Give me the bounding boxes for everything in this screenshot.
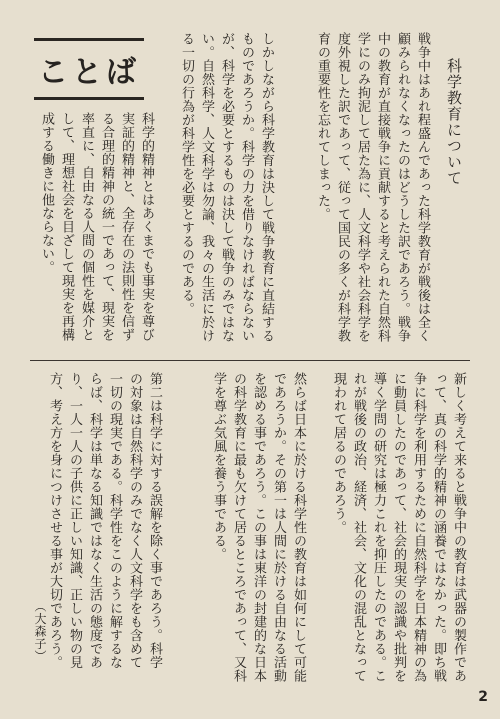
- article-body-bottom-left: 第二は科学に対する誤解を除く事であろう。科学の対象は自然科学のみでなく人文科学をも含めて一切の現実である。科学性をこのように解するならば、科学は単なる知識ではなく生活の態度であり、一人一人の子供に正しい知識、正しい物の見方、考え方を身につけさせる事が大切であろう。: [47, 372, 162, 669]
- article-body-top-right: 戦争中はあれ程盛んであった科学教育が戦後は全く顧みられなくなったのはどうした訳であろう。戦争中の教育が直接戦争に貢献すると考えられた自然科学にのみ拘泥して居た為に、人文科学や社会科学を度外視した訳であって、従って国民の多くが科学教育の重要性を忘れてしまった。: [315, 32, 430, 343]
- column-heading-text: ことば: [38, 55, 140, 90]
- article-body-bottom-middle: 然らば日本に於ける科学性の教育は如何にして可能であろうか。その第一は人間に於ける自由なる活動を認める事であろう。この事は東洋の封建的な日本の科学教育に最も欠けて居るところであって、又科学を尊ぶ気風を養う事である。: [211, 372, 306, 683]
- article-body-bottom-right: 新しく考えて来ると戦争中の教育は武器の製作であって、真の科学的精神の涵養ではなかった。即ち戦争に科学を利用するために自然科学を日本精神の為に動員したのであって、社会的現実の認識や批判を導く学問の研究は極力これを抑圧したのである。これが戦後の政治、経済、社会、文化の混乱となって現われて居るのであろう。: [331, 372, 466, 683]
- section-divider: [30, 360, 470, 361]
- article-body-top-left: しかしながら科学教育は決して戦争教育に直結するものであろうか。科学の力を借りなければならないが、科学を必要とするものは決して戦争のみではない。自然科学、人文科学は勿論、我々の生活に於ける一切の行為が科学性を必要とするのである。: [179, 32, 274, 343]
- author-signature: （大森子）: [33, 600, 47, 663]
- article-title: 科学教育について: [445, 58, 463, 186]
- article-body-top-leftmost: 科学的精神とはあくまでも事実を尊び実証的精神と、全存在の法則性を信ずる合理的精神の統一であって、現実を率直に、自由なる人間の個性を媒介として、理想社会を目ざして現実を再構成する働きに他ならない。: [39, 112, 154, 342]
- page-number: 2: [478, 689, 488, 705]
- column-heading: [34, 38, 144, 100]
